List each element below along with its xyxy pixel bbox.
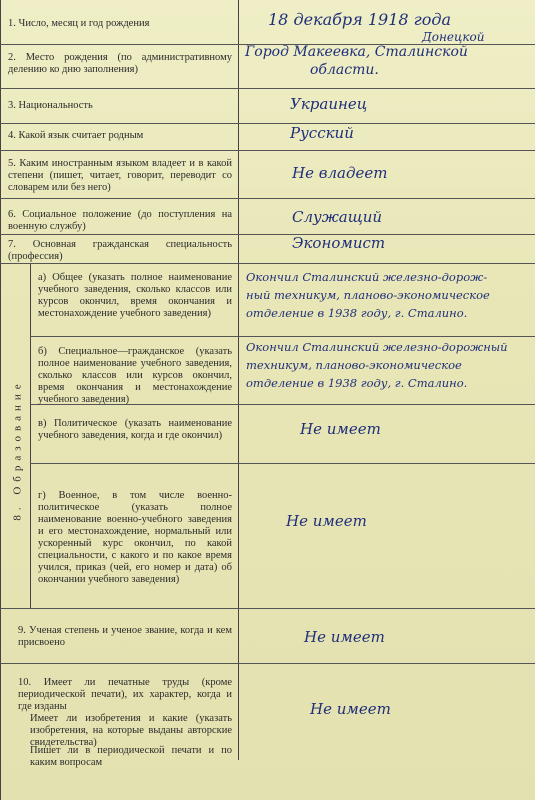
column-divider bbox=[238, 0, 239, 760]
label-birthplace: 2. Место рождения (по административному делению ко дню заполнения) bbox=[8, 52, 232, 75]
answer-social-status: Служащий bbox=[292, 208, 383, 226]
row-divider bbox=[0, 150, 535, 151]
answer-education-political: Не имеет bbox=[300, 420, 381, 438]
education-side-label: 8. Образование bbox=[12, 379, 25, 521]
label-nationality: 3. Национальность bbox=[8, 100, 93, 111]
label-birth: 1. Число, месяц и год рождения bbox=[8, 18, 150, 29]
label-works: 10. Имеет ли печатные труды (кроме периодической печати), их характер, когда и где изданы bbox=[18, 677, 232, 712]
row-divider bbox=[0, 88, 535, 89]
label-education-political: в) Политическое (указать наименование учебного заведения, когда и где окончил) bbox=[38, 418, 232, 441]
answer-specialty: Экономист bbox=[292, 234, 386, 252]
label-inventions: Имеет ли изобретения и какие (указать изобретения, на которые выданы авторские свидетельства) bbox=[30, 713, 232, 748]
label-language: 4. Какой язык считает родным bbox=[8, 130, 144, 141]
answer-birthplace: Город Макеевка, Сталинской bbox=[245, 44, 468, 60]
answer-birth: 18 декабря 1918 года bbox=[268, 10, 452, 29]
label-education-special: б) Специальное—гражданское (указать полное наименование учебного заведения, сколько классов или курсов окончил, время окончания и местонахождение учебного заведения) bbox=[38, 346, 232, 405]
answer-education-general-line: Окончил Сталинский железно-дорож- bbox=[246, 270, 488, 284]
row-divider bbox=[0, 263, 535, 264]
row-divider bbox=[30, 463, 535, 464]
row-divider bbox=[30, 336, 535, 337]
label-social-status: 6. Социальное положение (до поступления на военную службу) bbox=[8, 209, 232, 232]
answer-education-special-line: Окончил Сталинский железно-дорожный bbox=[246, 340, 508, 354]
answer-degree: Не имеет bbox=[304, 628, 385, 646]
answer-education-general-line: ный техникум, планово-экономическое bbox=[246, 288, 490, 302]
answer-nationality: Украинец bbox=[290, 95, 368, 113]
row-divider bbox=[0, 608, 535, 609]
row-divider bbox=[0, 123, 535, 124]
answer-works: Не имеет bbox=[310, 700, 391, 718]
answer-language: Русский bbox=[290, 124, 354, 142]
answer-foreign-language: Не владеет bbox=[292, 164, 388, 182]
answer-birthplace-region: области. bbox=[310, 62, 379, 78]
label-periodicals: Пишет ли в периодической печати и по каким вопросам bbox=[30, 745, 232, 768]
row-divider bbox=[0, 198, 535, 199]
answer-birthplace-note: Донецкой bbox=[422, 30, 485, 44]
answer-education-general-line: отделение в 1938 году, г. Сталино. bbox=[246, 306, 468, 320]
row-divider bbox=[0, 234, 535, 235]
label-degree: 9. Ученая степень и ученое звание, когда и кем присвоено bbox=[18, 625, 232, 648]
label-foreign-language: 5. Каким иностранным языком владеет и в какой степени (пишет, читает, говорит, переводит со словарем или без него) bbox=[8, 158, 232, 193]
label-education-general: а) Общее (указать полное наименование учебного заведения, сколько классов или курсов окончил, время окончания и местонахождение учебного заведения) bbox=[38, 272, 232, 319]
answer-education-military: Не имеет bbox=[286, 512, 367, 530]
row-divider bbox=[0, 663, 535, 664]
left-column-border bbox=[0, 0, 1, 800]
answer-education-special-line: техникум, планово-экономическое bbox=[246, 358, 462, 372]
label-education-military: г) Военное, в том числе военно-политическое (указать полное наименование военно-учебного заведения и его местонахождение, нормальный или ускоренный курс окончил, по какой специальности, с какого и по какое время учился, приказ (чей, его номер и дата) об окончании учебного заведения) bbox=[38, 490, 232, 585]
answer-education-special-line: отделение в 1938 году, г. Сталино. bbox=[246, 376, 468, 390]
label-specialty: 7. Основная гражданская специальность (профессия) bbox=[8, 239, 232, 262]
subcolumn-divider bbox=[30, 263, 31, 608]
